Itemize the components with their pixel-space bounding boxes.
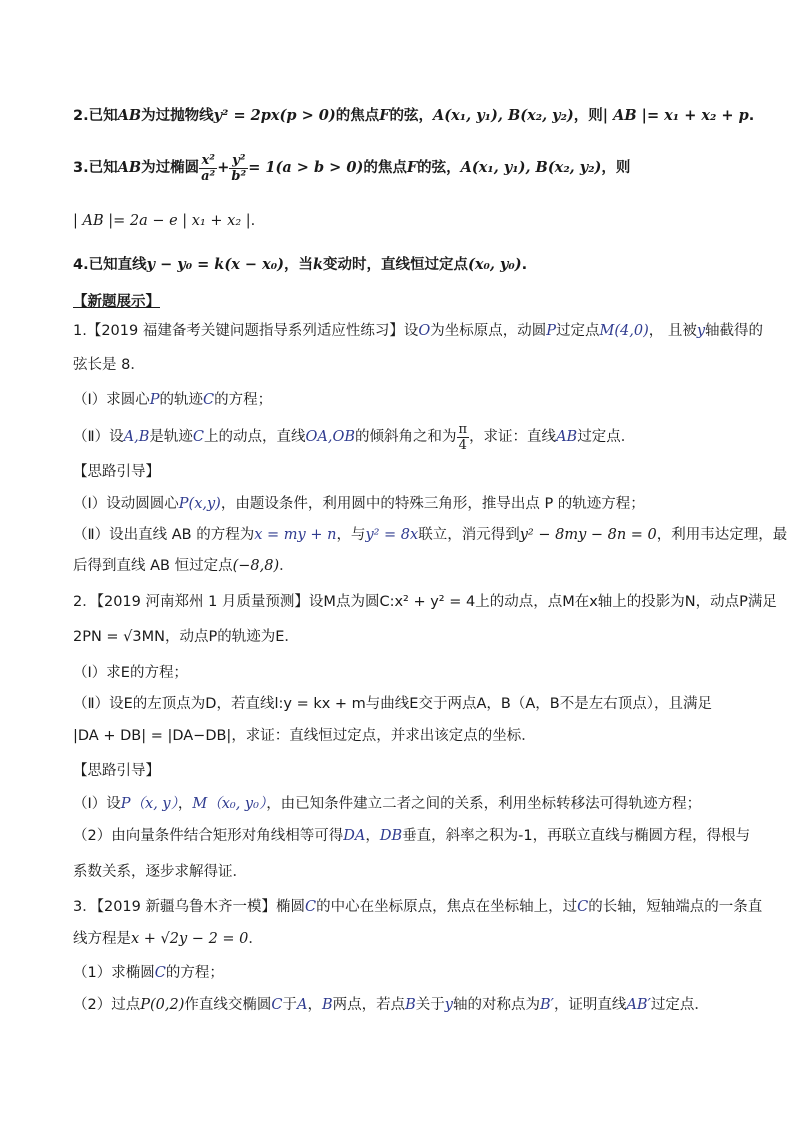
math: C (154, 965, 166, 981)
problem-3-stem-cont (73, 929, 723, 949)
fact-2-parabola (73, 106, 755, 126)
math: B (405, 997, 416, 1013)
math: M(4,0) (599, 323, 649, 339)
section-heading-new-problems (73, 292, 723, 312)
problem-1-stem-cont (73, 355, 723, 375)
math: B (321, 997, 333, 1013)
text: 的方程； (165, 965, 224, 981)
text: ． (279, 558, 294, 574)
text: 过定点． (577, 429, 636, 445)
text: ，由已知条件建立二者之间的关系，利用坐标转移法可得轨迹方程； (266, 796, 702, 812)
numerator: π (458, 421, 468, 437)
text: 为过椭圆 (141, 160, 200, 176)
text: 过定点 (556, 323, 600, 339)
heading-text: 【思路引导】 (73, 464, 160, 480)
text: ，求证：直线 (469, 429, 557, 445)
text: 的长轴，短轴端点的一条直 (588, 899, 763, 915)
text: ，则 (573, 108, 603, 124)
text: 过定点． (650, 997, 709, 1013)
text: ，当 (283, 257, 313, 273)
math: (−8,8) (232, 558, 280, 574)
text: （Ⅰ）设 (73, 796, 121, 812)
problem-3-part-2 (73, 995, 723, 1015)
text: 的弦， (389, 108, 434, 124)
line-equation: x + √2y − 2 = 0 (131, 931, 249, 947)
math: P (546, 323, 556, 339)
math: F (406, 159, 418, 176)
text: ， 且被 (648, 323, 697, 339)
fraction-pi-over-4 (457, 422, 470, 453)
text: （Ⅰ）求E的方程； (73, 665, 188, 681)
text: ． (248, 931, 263, 947)
denominator: a² (201, 168, 216, 184)
points: A(x₁, y₁), B(x₂, y₂) (433, 107, 574, 124)
text: 为过抛物线 (141, 108, 214, 124)
text: 作直线交椭圆 (184, 997, 272, 1013)
denominator: b² (231, 168, 247, 184)
denominator: 4 (458, 437, 467, 453)
math: AB (117, 107, 142, 124)
math: + (217, 159, 230, 176)
math: = 1(a > b > 0) (248, 159, 364, 176)
math: DA (343, 828, 366, 844)
math: k (312, 256, 324, 273)
text: 联立，消元得到 (418, 527, 520, 543)
math: y² = 8x (365, 527, 419, 543)
text: 1.【2019 福建备考关键问题指导系列适应性练习】设 (73, 323, 419, 339)
text: 2．【2019 河南郑州 1 月质量预测】设M点为圆 (73, 594, 380, 610)
numerator: y² (229, 153, 248, 169)
heading-text: 【新题展示】 (73, 294, 160, 310)
math: C (577, 899, 589, 915)
text: （Ⅰ）设动圆圆心 (73, 496, 179, 512)
text: 两点，若点 (332, 997, 406, 1013)
fact-3-ellipse (73, 150, 723, 186)
text: 垂直，斜率之积为-1，再联立直线与椭圆方程，得根与 (402, 828, 751, 844)
text: （Ⅱ）设 (73, 429, 124, 445)
text: 变动时，直线恒过定点 (323, 257, 469, 273)
math: C (271, 997, 283, 1013)
text: （Ⅱ）设E的左顶点为D，若直线l:y = kx + m与曲线E交于两点A，B（A，B不是左右顶点），且满足 (73, 696, 712, 712)
problem-2-part-2-cont (73, 726, 723, 746)
problem-1-part-2 (73, 420, 723, 454)
problem-2-stem (73, 592, 777, 612)
text: （2）由向量条件结合矩形对角线相等可得 (73, 828, 344, 844)
math: A,B (123, 429, 150, 445)
text: 的方程； (214, 392, 273, 408)
text: 上的动点，点M在x轴上的投影为N，动点P满足 (475, 594, 777, 610)
text: ，则 (601, 160, 631, 176)
text: 的弦， (417, 160, 461, 176)
math: OA,OB (305, 429, 356, 445)
math: DB (379, 828, 403, 844)
math: B′ (539, 997, 554, 1013)
text: 后得到直线 AB 恒过定点 (73, 558, 233, 574)
text: ，利用韦达定理，最 (656, 527, 788, 543)
chord-length-formula: | AB |= 2a − e | x₁ + x₂ | (73, 213, 251, 229)
math: AB (556, 429, 578, 445)
text: 4.已知直线 (73, 257, 147, 273)
guide-2-part-1 (73, 794, 723, 814)
problem-3-stem (73, 897, 763, 917)
problem-2-part-2 (73, 694, 723, 714)
math: P (149, 392, 160, 408)
vector-condition: |DA + DB| = |DA−DB| (73, 728, 232, 744)
text: 是轨迹 (149, 429, 193, 445)
fact-4-line (73, 255, 723, 275)
math: O (418, 323, 431, 339)
text: （1）求椭圆 (73, 965, 155, 981)
guide-2-part-2-cont (73, 862, 723, 882)
vector-condition: 2PN = √3MN (73, 629, 166, 645)
math: y (444, 997, 453, 1013)
parabola-equation: y² = 2px(p > 0) (213, 107, 336, 124)
text: ，由题设条件，利用圆中的特殊三角形，推导出点 P 的轨迹方程； (220, 496, 645, 512)
guide-2-part-2 (73, 826, 751, 846)
text: 轴的对称点为 (452, 997, 540, 1013)
text: 关于 (415, 997, 445, 1013)
fraction-y (229, 153, 248, 184)
problem-1-stem (73, 321, 764, 341)
math: M（x₀, y₀） (192, 796, 267, 812)
chord-length-formula: | AB |= x₁ + x₂ + p (602, 107, 749, 124)
text: 于 (282, 997, 297, 1013)
math: y (696, 323, 706, 339)
guide-1-part-2 (73, 525, 788, 545)
problem-3-part-1 (73, 963, 723, 983)
text: . (250, 213, 256, 229)
text: （Ⅱ）设出直线 AB 的方程为 (73, 527, 255, 543)
text: （Ⅰ）求圆心 (73, 392, 150, 408)
text: 3.已知 (73, 160, 118, 176)
math: P(0,2) (140, 997, 185, 1013)
text: 线方程是 (73, 931, 131, 947)
text: 上的动点，直线 (204, 429, 306, 445)
math: P(x,y) (178, 496, 221, 512)
text: 的倾斜角之和为 (355, 429, 457, 445)
math: y² − 8my − 8n = 0 (519, 527, 657, 543)
text: 的焦点 (363, 160, 407, 176)
problem-2-part-1 (73, 663, 723, 683)
problem-1-part-1 (73, 390, 723, 410)
text: ， (307, 997, 322, 1013)
text: 的中心在坐标原点，焦点在坐标轴上，过 (316, 899, 578, 915)
fraction-x (199, 153, 217, 184)
numerator: x² (199, 153, 217, 169)
math: AB′ (626, 997, 651, 1013)
text: ，与 (336, 527, 366, 543)
math: A (296, 997, 308, 1013)
text: 系数关系，逐步求解得证． (73, 864, 247, 880)
math: C (203, 392, 215, 408)
text: . (521, 257, 528, 273)
problem-2-stem-cont (73, 627, 723, 647)
line-equation: y − y₀ = k(x − x₀) (146, 256, 284, 273)
fixed-point: (x₀, y₀) (468, 256, 522, 273)
text: ，证明直线 (553, 997, 627, 1013)
text: 的焦点 (335, 108, 380, 124)
math: P（x, y） (120, 796, 178, 812)
math: F (379, 107, 390, 124)
math: C (305, 899, 317, 915)
text: 轴截得的 (705, 323, 764, 339)
text: ，求证：直线恒过定点，并求出该定点的坐标． (231, 728, 536, 744)
text: ，动点P的轨迹为E． (165, 629, 299, 645)
section-heading-guide-2 (73, 761, 723, 781)
math: x = my + n (254, 527, 337, 543)
text: 为坐标原点，动圆 (430, 323, 547, 339)
text: 3．【2019 新疆乌鲁木齐一模】椭圆 (73, 899, 305, 915)
math: C (192, 429, 204, 445)
math: AB (117, 159, 142, 176)
circle-equation: C:x² + y² = 4 (379, 594, 476, 610)
text: （2）过点 (73, 997, 141, 1013)
heading-text: 【思路引导】 (73, 763, 160, 779)
section-heading-guide-1 (73, 462, 723, 482)
text: ， (365, 828, 380, 844)
text: 弦长是 8． (73, 357, 145, 373)
text: 2.已知 (73, 108, 118, 124)
text: ， (177, 796, 193, 812)
text: 的轨迹 (159, 392, 204, 408)
points: A(x₁, y₁), B(x₂, y₂) (460, 159, 602, 176)
guide-1-part-1 (73, 494, 723, 514)
guide-1-part-2-cont (73, 556, 723, 576)
text: . (748, 108, 755, 124)
fact-3-result (73, 211, 723, 231)
